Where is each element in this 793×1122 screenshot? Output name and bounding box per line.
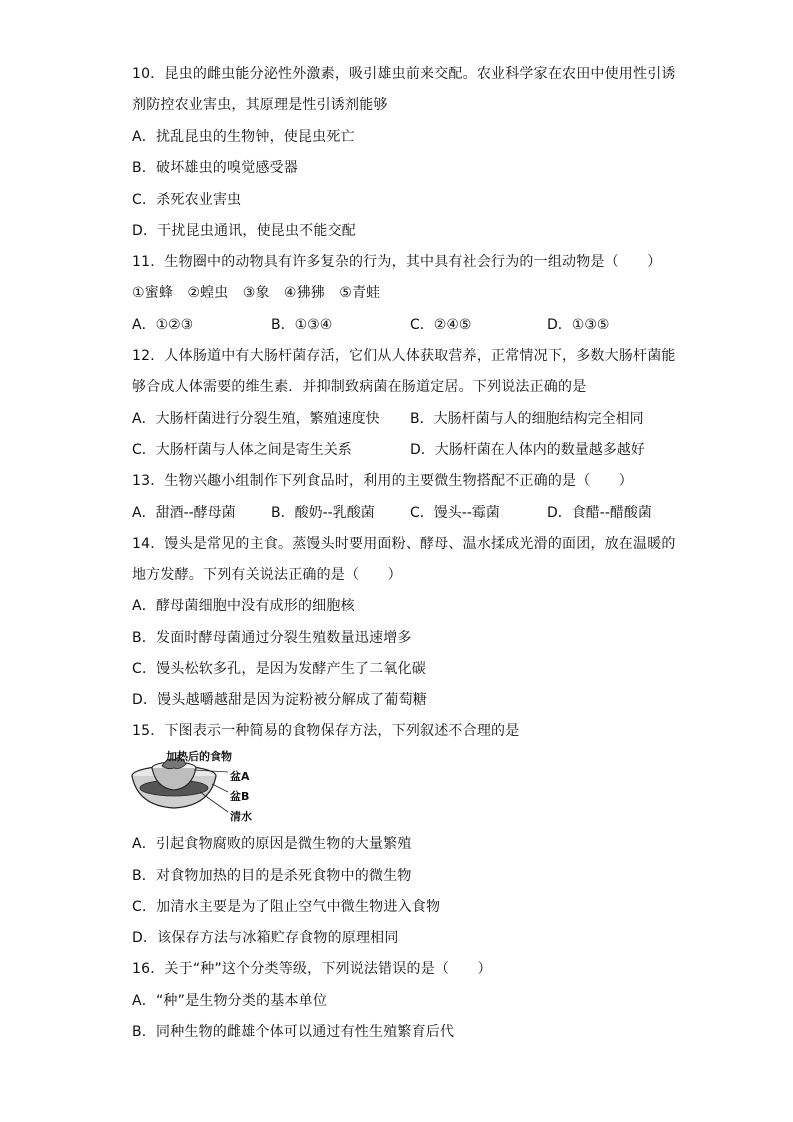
q14-option-d: D．馒头越嚼越甜是因为淀粉被分解成了葡萄糖 bbox=[132, 692, 427, 708]
q13-stem: 13．生物兴趣小组制作下列食品时，利用的主要微生物搭配不正确的是（ ） bbox=[132, 473, 634, 489]
q14-option-c: C．馒头松软多孔，是因为发酵产生了二氧化碳 bbox=[132, 661, 426, 677]
q12-option-c: C．大肠杆菌与人体之间是寄生关系 bbox=[132, 442, 352, 458]
q10-option-d: D．干扰昆虫通讯，使昆虫不能交配 bbox=[132, 223, 356, 239]
q16-option-b: B．同种生物的雌雄个体可以通过有性生殖繁育后代 bbox=[132, 1024, 455, 1040]
q15-option-a: A．引起食物腐败的原因是微生物的大量繁殖 bbox=[132, 836, 412, 852]
q13-option-c: C．馒头--霉菌 bbox=[410, 505, 500, 521]
q12-option-b: B．大肠杆菌与人的细胞结构完全相同 bbox=[410, 411, 644, 427]
label-water: 清水 bbox=[230, 810, 252, 823]
q11-option-b: B．①③④ bbox=[271, 317, 333, 333]
q13-option-a: A．甜酒--酵母菌 bbox=[132, 505, 236, 521]
q11-stem: 11．生物圈中的动物具有许多复杂的行为，其中具有社会行为的一组动物是（ ） bbox=[132, 254, 662, 270]
q11-option-a: A．①②③ bbox=[132, 317, 194, 333]
label-heated-food: 加热后的食物 bbox=[166, 750, 232, 763]
q12-stem-line2: 够合成人体需要的维生素．并抑制致病菌在肠道定居。下列说法正确的是 bbox=[132, 379, 587, 395]
q14-stem-line2: 地方发酵。下列有关说法正确的是（ ） bbox=[132, 567, 402, 583]
q10-stem-line2: 剂防控农业害虫，其原理是性引诱剂能够 bbox=[132, 97, 388, 113]
q15-option-c: C．加清水主要是为了阻止空气中微生物进入食物 bbox=[132, 899, 441, 915]
q15-stem: 15．下图表示一种简易的食物保存方法，下列叙述不合理的是 bbox=[132, 723, 520, 739]
q12-option-d: D．大肠杆菌在人体内的数量越多越好 bbox=[410, 442, 645, 458]
q10-option-b: B．破坏雄虫的嗅觉感受器 bbox=[132, 160, 299, 176]
q12-stem-line1: 12．人体肠道中有大肠杆菌存活，它们从人体获取营养，正常情况下，多数大肠杆菌能 bbox=[132, 348, 676, 364]
q14-option-b: B．发面时酵母菌通过分裂生殖数量迅速增多 bbox=[132, 630, 412, 646]
label-bowl-a: 盆A bbox=[230, 770, 250, 783]
q16-stem: 16．关于“种”这个分类等级，下列说法错误的是（ ） bbox=[132, 961, 492, 977]
q12-option-a: A．大肠杆菌进行分裂生殖，繁殖速度快 bbox=[132, 411, 380, 427]
q15-option-d: D．该保存方法与冰箱贮存食物的原理相同 bbox=[132, 930, 399, 946]
q14-option-a: A．酵母菌细胞中没有成形的细胞核 bbox=[132, 598, 355, 614]
q14-stem-line1: 14．馒头是常见的主食。蒸馒头时要用面粉、酵母、温水揉成光滑的面团，放在温暖的 bbox=[132, 536, 676, 552]
q10-stem-line1: 10．昆虫的雌虫能分泌性外激素，吸引雄虫前来交配。农业科学家在农田中使用性引诱 bbox=[132, 66, 676, 82]
q10-option-a: A．扰乱昆虫的生物钟，使昆虫死亡 bbox=[132, 129, 355, 145]
q11-option-d: D．①③⑤ bbox=[547, 317, 610, 333]
q10-option-c: C．杀死农业害虫 bbox=[132, 192, 242, 208]
q11-option-c: C．②④⑤ bbox=[410, 317, 472, 333]
q13-option-d: D．食醋--醋酸菌 bbox=[547, 505, 652, 521]
q13-option-b: B．酸奶--乳酸菌 bbox=[271, 505, 375, 521]
q16-option-a: A．“种”是生物分类的基本单位 bbox=[132, 993, 328, 1009]
q11-items: ①蜜蜂 ②蝗虫 ③象 ④狒狒 ⑤青蛙 bbox=[132, 285, 381, 301]
q15-option-b: B．对食物加热的目的是杀死食物中的微生物 bbox=[132, 868, 412, 884]
food-preservation-figure bbox=[130, 748, 290, 824]
label-bowl-b: 盆B bbox=[230, 790, 250, 803]
